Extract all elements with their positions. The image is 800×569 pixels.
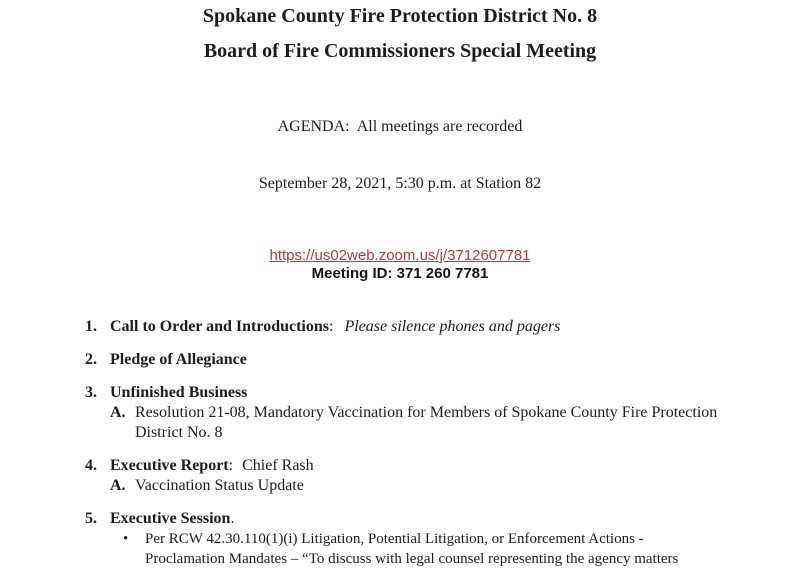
item-number: 4. bbox=[85, 457, 97, 474]
executive-session-bullet bbox=[123, 529, 770, 569]
meeting-access-block bbox=[0, 247, 800, 283]
subitem-resolution-21-08 bbox=[85, 403, 770, 443]
item-number: 5. bbox=[85, 510, 97, 527]
bullet-icon: • bbox=[123, 531, 129, 547]
agenda-recorded-note: AGENDA: All meetings are recorded bbox=[277, 118, 523, 135]
item-title-suffix: . bbox=[230, 510, 235, 527]
agenda-item-call-to-order bbox=[85, 317, 770, 337]
document-title: Spokane County Fire Protection District No. 8 bbox=[202, 5, 598, 27]
item-note: Chief Rash bbox=[242, 457, 314, 474]
subitem-text-line: Vaccination Status Update bbox=[135, 477, 304, 494]
subitem-text-line: Resolution 21-08, Mandatory Vaccination for Members of Spokane County Fire Protection bbox=[135, 404, 718, 421]
item-title: Unfinished Business bbox=[110, 384, 248, 401]
agenda-header bbox=[0, 79, 800, 231]
agenda-item-executive-report bbox=[85, 456, 770, 496]
agenda-item-list bbox=[0, 317, 800, 569]
item-number: 1. bbox=[85, 318, 97, 335]
item-title-suffix: : bbox=[228, 457, 234, 474]
meeting-datetime-location: September 28, 2021, 5:30 p.m. at Station 82 bbox=[258, 175, 542, 192]
agenda-item-executive-session bbox=[85, 509, 770, 569]
subitem-vaccination-status bbox=[85, 476, 770, 496]
item-title: Call to Order and Introductions bbox=[110, 318, 329, 335]
zoom-meeting-link[interactable]: https://us02web.zoom.us/j/3712607781 bbox=[269, 247, 531, 264]
meeting-id: Meeting ID: 371 260 7781 bbox=[311, 265, 489, 282]
item-title: Pledge of Allegiance bbox=[110, 351, 247, 368]
subitem-letter: A. bbox=[110, 404, 126, 421]
item-note-italic: Please silence phones and pagers bbox=[344, 318, 561, 335]
item-number: 2. bbox=[85, 351, 97, 368]
subitem-text-line: District No. 8 bbox=[135, 424, 223, 441]
agenda-item-pledge bbox=[85, 350, 770, 370]
item-number: 3. bbox=[85, 384, 97, 401]
item-title: Executive Session bbox=[110, 510, 231, 527]
item-title: Executive Report bbox=[110, 457, 229, 474]
agenda-item-unfinished-business bbox=[85, 383, 770, 443]
bullet-text-line: Proclamation Mandates – “To discuss with legal counsel representing the agency matters bbox=[145, 551, 679, 567]
subitem-letter: A. bbox=[110, 477, 126, 494]
item-title-suffix: : bbox=[329, 318, 334, 335]
document-subtitle: Board of Fire Commissioners Special Meeting bbox=[203, 40, 597, 62]
bullet-text-line: Per RCW 42.30.110(1)(i) Litigation, Potential Litigation, or Enforcement Actions - bbox=[145, 531, 644, 547]
